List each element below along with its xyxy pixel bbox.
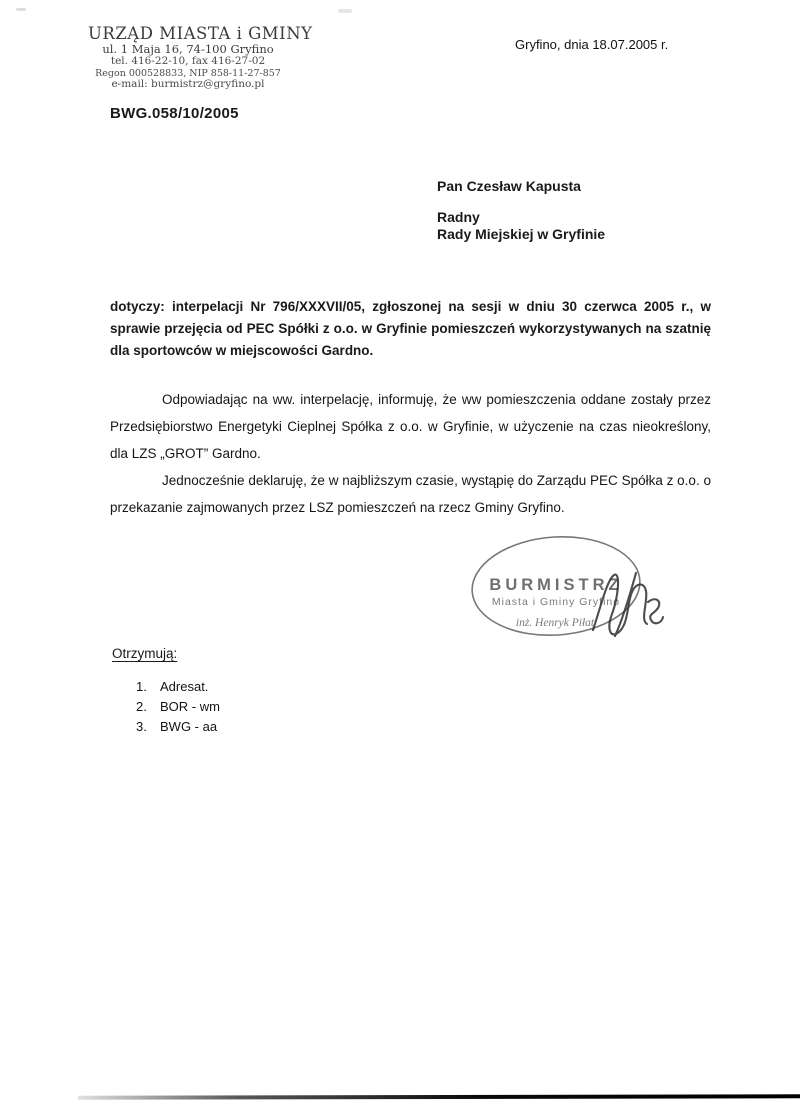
- list-item-text: Adresat.: [160, 679, 209, 694]
- addressee-gap: [437, 195, 605, 209]
- scan-speck: [16, 8, 26, 11]
- addressee-block: [437, 178, 605, 243]
- round-stamp-icon: [455, 528, 690, 646]
- mayor-stamp-and-signature: [455, 528, 690, 646]
- date-line: Gryfino, dnia 18.07.2005 r.: [515, 37, 669, 52]
- letterhead-office-name: URZĄD MIASTA i GMINY: [88, 24, 313, 43]
- list-item-text: BWG - aa: [160, 719, 218, 734]
- distribution-section: [112, 646, 220, 737]
- list-item-number: 2.: [136, 699, 147, 714]
- stamp-line-city: Miasta i Gminy Gryfino: [491, 596, 621, 608]
- list-item-number: 1.: [136, 679, 147, 694]
- reference-number: BWG.058/10/2005: [110, 105, 239, 122]
- body-paragraph-1: Odpowiadając na ww. interpelację, informuję, że ww pomieszczenia oddane zostały przez Przedsiębiorstwo Energetyki Cieplnej Spółka z o.o. w Gryfinie, w użyczenie na czas nieokreślony, dla LZS „GROT” Gardno.: [110, 392, 711, 461]
- list-item-number: 3.: [136, 719, 147, 734]
- distribution-list: [112, 677, 220, 737]
- scan-artifact-bar: [78, 1094, 800, 1100]
- addressee-name: Pan Czesław Kapusta: [437, 178, 581, 194]
- stamp-line-burmistrz: BURMISTRZ: [489, 576, 623, 594]
- letterhead-address: ul. 1 Maja 16, 74-100 Gryfino: [102, 42, 274, 56]
- letterhead-regon-nip: Regon 000528833, NIP 858-11-27-857: [95, 67, 281, 79]
- stamp-line-name: inż. Henryk Piłat: [515, 617, 595, 629]
- distribution-heading: Otrzymują:: [112, 646, 178, 661]
- list-item-text: BOR - wm: [160, 699, 220, 714]
- letterhead-email: e-mail: burmistrz@gryfino.pl: [111, 78, 265, 90]
- body-paragraph-2: Jednocześnie deklaruję, że w najbliższym czasie, wystąpię do Zarządu PEC Spółka z o.o. o przekazanie zajmowanych przez LSZ pomieszczeń na rzecz Gminy Gryfino.: [110, 473, 711, 515]
- letterhead-stamp: [88, 24, 313, 91]
- list-item: [112, 697, 220, 717]
- list-item: [112, 717, 220, 737]
- addressee-title: Radny: [437, 209, 480, 225]
- addressee-organization: Rady Miejskiej w Gryfinie: [437, 226, 606, 242]
- subject-paragraph: dotyczy: interpelacji Nr 796/XXXVII/05, zgłoszonej na sesji w dniu 30 czerwca 2005 r., w sprawie przejęcia od PEC Spółki z o.o. w Gryfinie pomieszczeń wykorzystywanych na szatnię dla sportowców w miejscowości Gardno.: [110, 299, 711, 358]
- letter-body: [110, 386, 711, 521]
- letterhead-phone: tel. 416-22-10, fax 416-27-02: [110, 55, 266, 67]
- scan-speck: [338, 9, 352, 13]
- list-item: [112, 677, 220, 697]
